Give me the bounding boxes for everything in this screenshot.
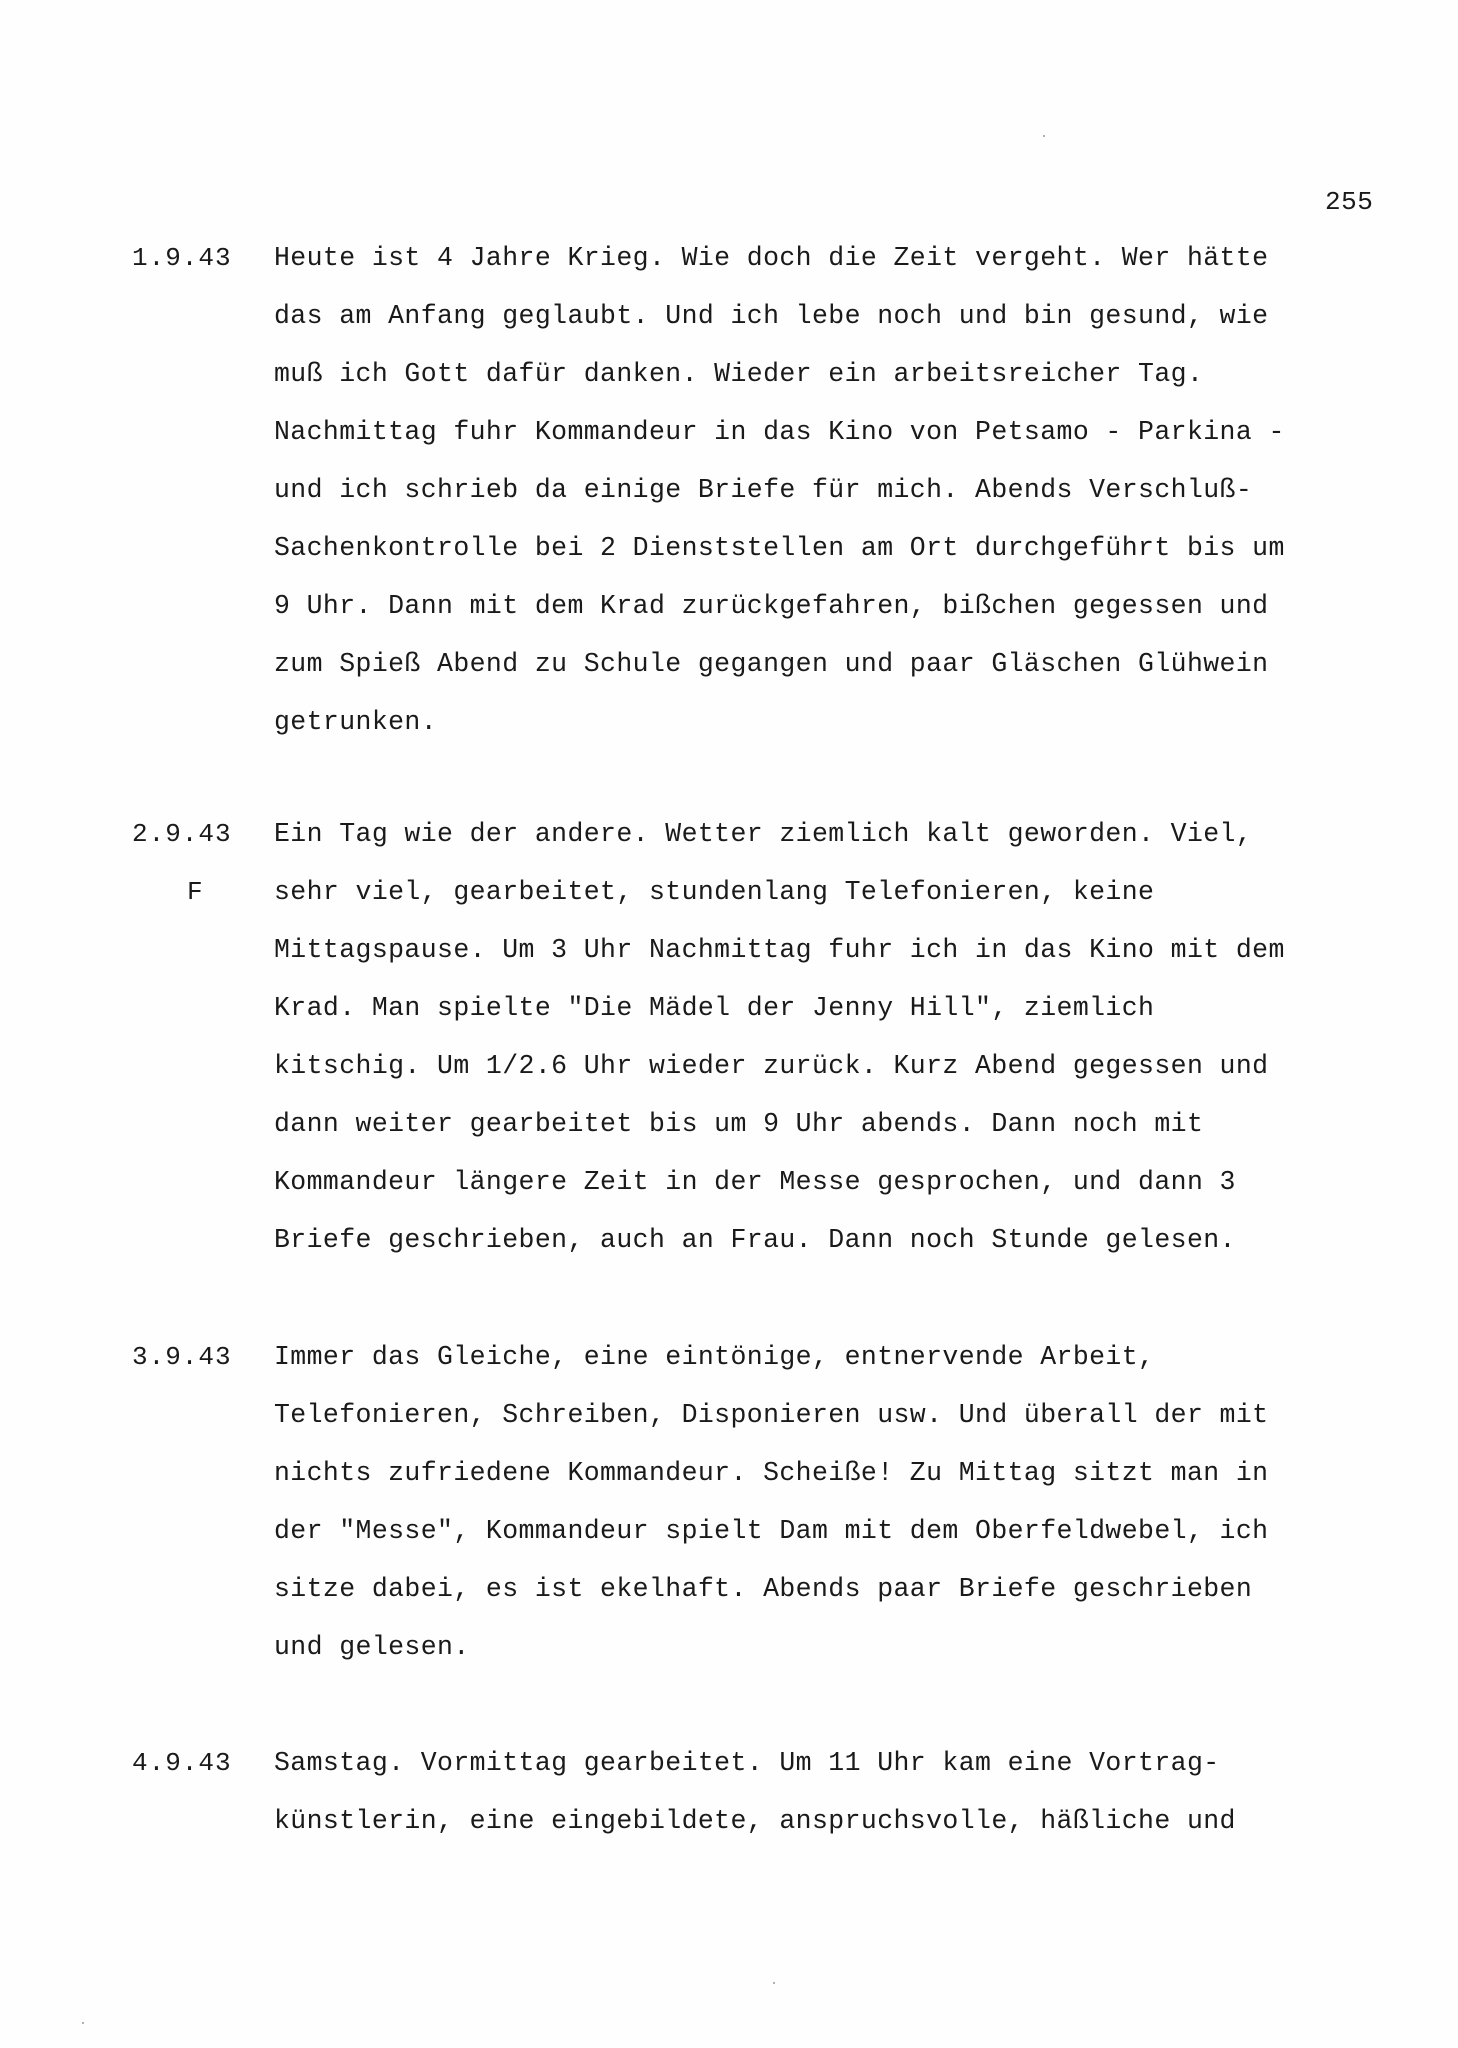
text-line: Krad. Man spielte "Die Mädel der Jenny Hill", ziemlich (274, 993, 1155, 1023)
page-number: 255 (1325, 187, 1374, 217)
text-line: Kommandeur längere Zeit in der Messe gesprochen, und dann 3 (274, 1167, 1236, 1197)
text-line: dann weiter gearbeitet bis um 9 Uhr abends. Dann noch mit (274, 1109, 1204, 1139)
text-line: Samstag. Vormittag gearbeitet. Um 11 Uhr kam eine Vortrag- (274, 1748, 1220, 1778)
entry-text (274, 805, 1374, 1269)
text-line: muß ich Gott dafür danken. Wieder ein arbeitsreicher Tag. (274, 359, 1204, 389)
text-line: getrunken. (274, 707, 438, 737)
text-line: Sachenkontrolle bei 2 Dienststellen am Ort durchgeführt bis um (274, 533, 1285, 563)
scan-speck (773, 1982, 775, 1984)
text-line: Ein Tag wie der andere. Wetter ziemlich kalt geworden. Viel, (274, 819, 1253, 849)
scan-speck (82, 2022, 84, 2024)
scan-speck (1043, 135, 1045, 137)
text-line: Heute ist 4 Jahre Krieg. Wie doch die Zeit vergeht. Wer hätte (274, 243, 1269, 273)
entry-date: 1.9.43 (132, 243, 232, 273)
text-line: sitze dabei, es ist ekelhaft. Abends paar Briefe geschrieben (274, 1574, 1253, 1604)
text-line: sehr viel, gearbeitet, stundenlang Telefonieren, keine (274, 877, 1155, 907)
text-line: nichts zufriedene Kommandeur. Scheiße! Zu Mittag sitzt man in (274, 1458, 1269, 1488)
entry-date: 3.9.43 (132, 1342, 232, 1372)
text-line: Telefonieren, Schreiben, Disponieren usw. Und überall der mit (274, 1400, 1269, 1430)
text-line: und gelesen. (274, 1632, 470, 1662)
text-line: und ich schrieb da einige Briefe für mich. Abends Verschluß- (274, 475, 1253, 505)
text-line: künstlerin, eine eingebildete, anspruchsvolle, häßliche und (274, 1806, 1236, 1836)
text-line: das am Anfang geglaubt. Und ich lebe noch und bin gesund, wie (274, 301, 1269, 331)
text-line: Nachmittag fuhr Kommandeur in das Kino von Petsamo - Parkina - (274, 417, 1285, 447)
entry-date: 2.9.43 (132, 819, 232, 849)
entry-text (274, 1328, 1374, 1676)
text-line: kitschig. Um 1/2.6 Uhr wieder zurück. Kurz Abend gegessen und (274, 1051, 1269, 1081)
text-line: Immer das Gleiche, eine eintönige, entnervende Arbeit, (274, 1342, 1155, 1372)
text-line: Mittagspause. Um 3 Uhr Nachmittag fuhr ich in das Kino mit dem (274, 935, 1285, 965)
text-line: 9 Uhr. Dann mit dem Krad zurückgefahren, bißchen gegessen und (274, 591, 1269, 621)
entry-date: 4.9.43 (132, 1748, 232, 1778)
entry-text (274, 229, 1374, 751)
text-line: zum Spieß Abend zu Schule gegangen und paar Gläschen Glühwein (274, 649, 1269, 679)
entry-marker: F (187, 877, 203, 907)
text-line: der "Messe", Kommandeur spielt Dam mit dem Oberfeldwebel, ich (274, 1516, 1269, 1546)
entry-text (274, 1734, 1374, 1850)
text-line: Briefe geschrieben, auch an Frau. Dann noch Stunde gelesen. (274, 1225, 1236, 1255)
